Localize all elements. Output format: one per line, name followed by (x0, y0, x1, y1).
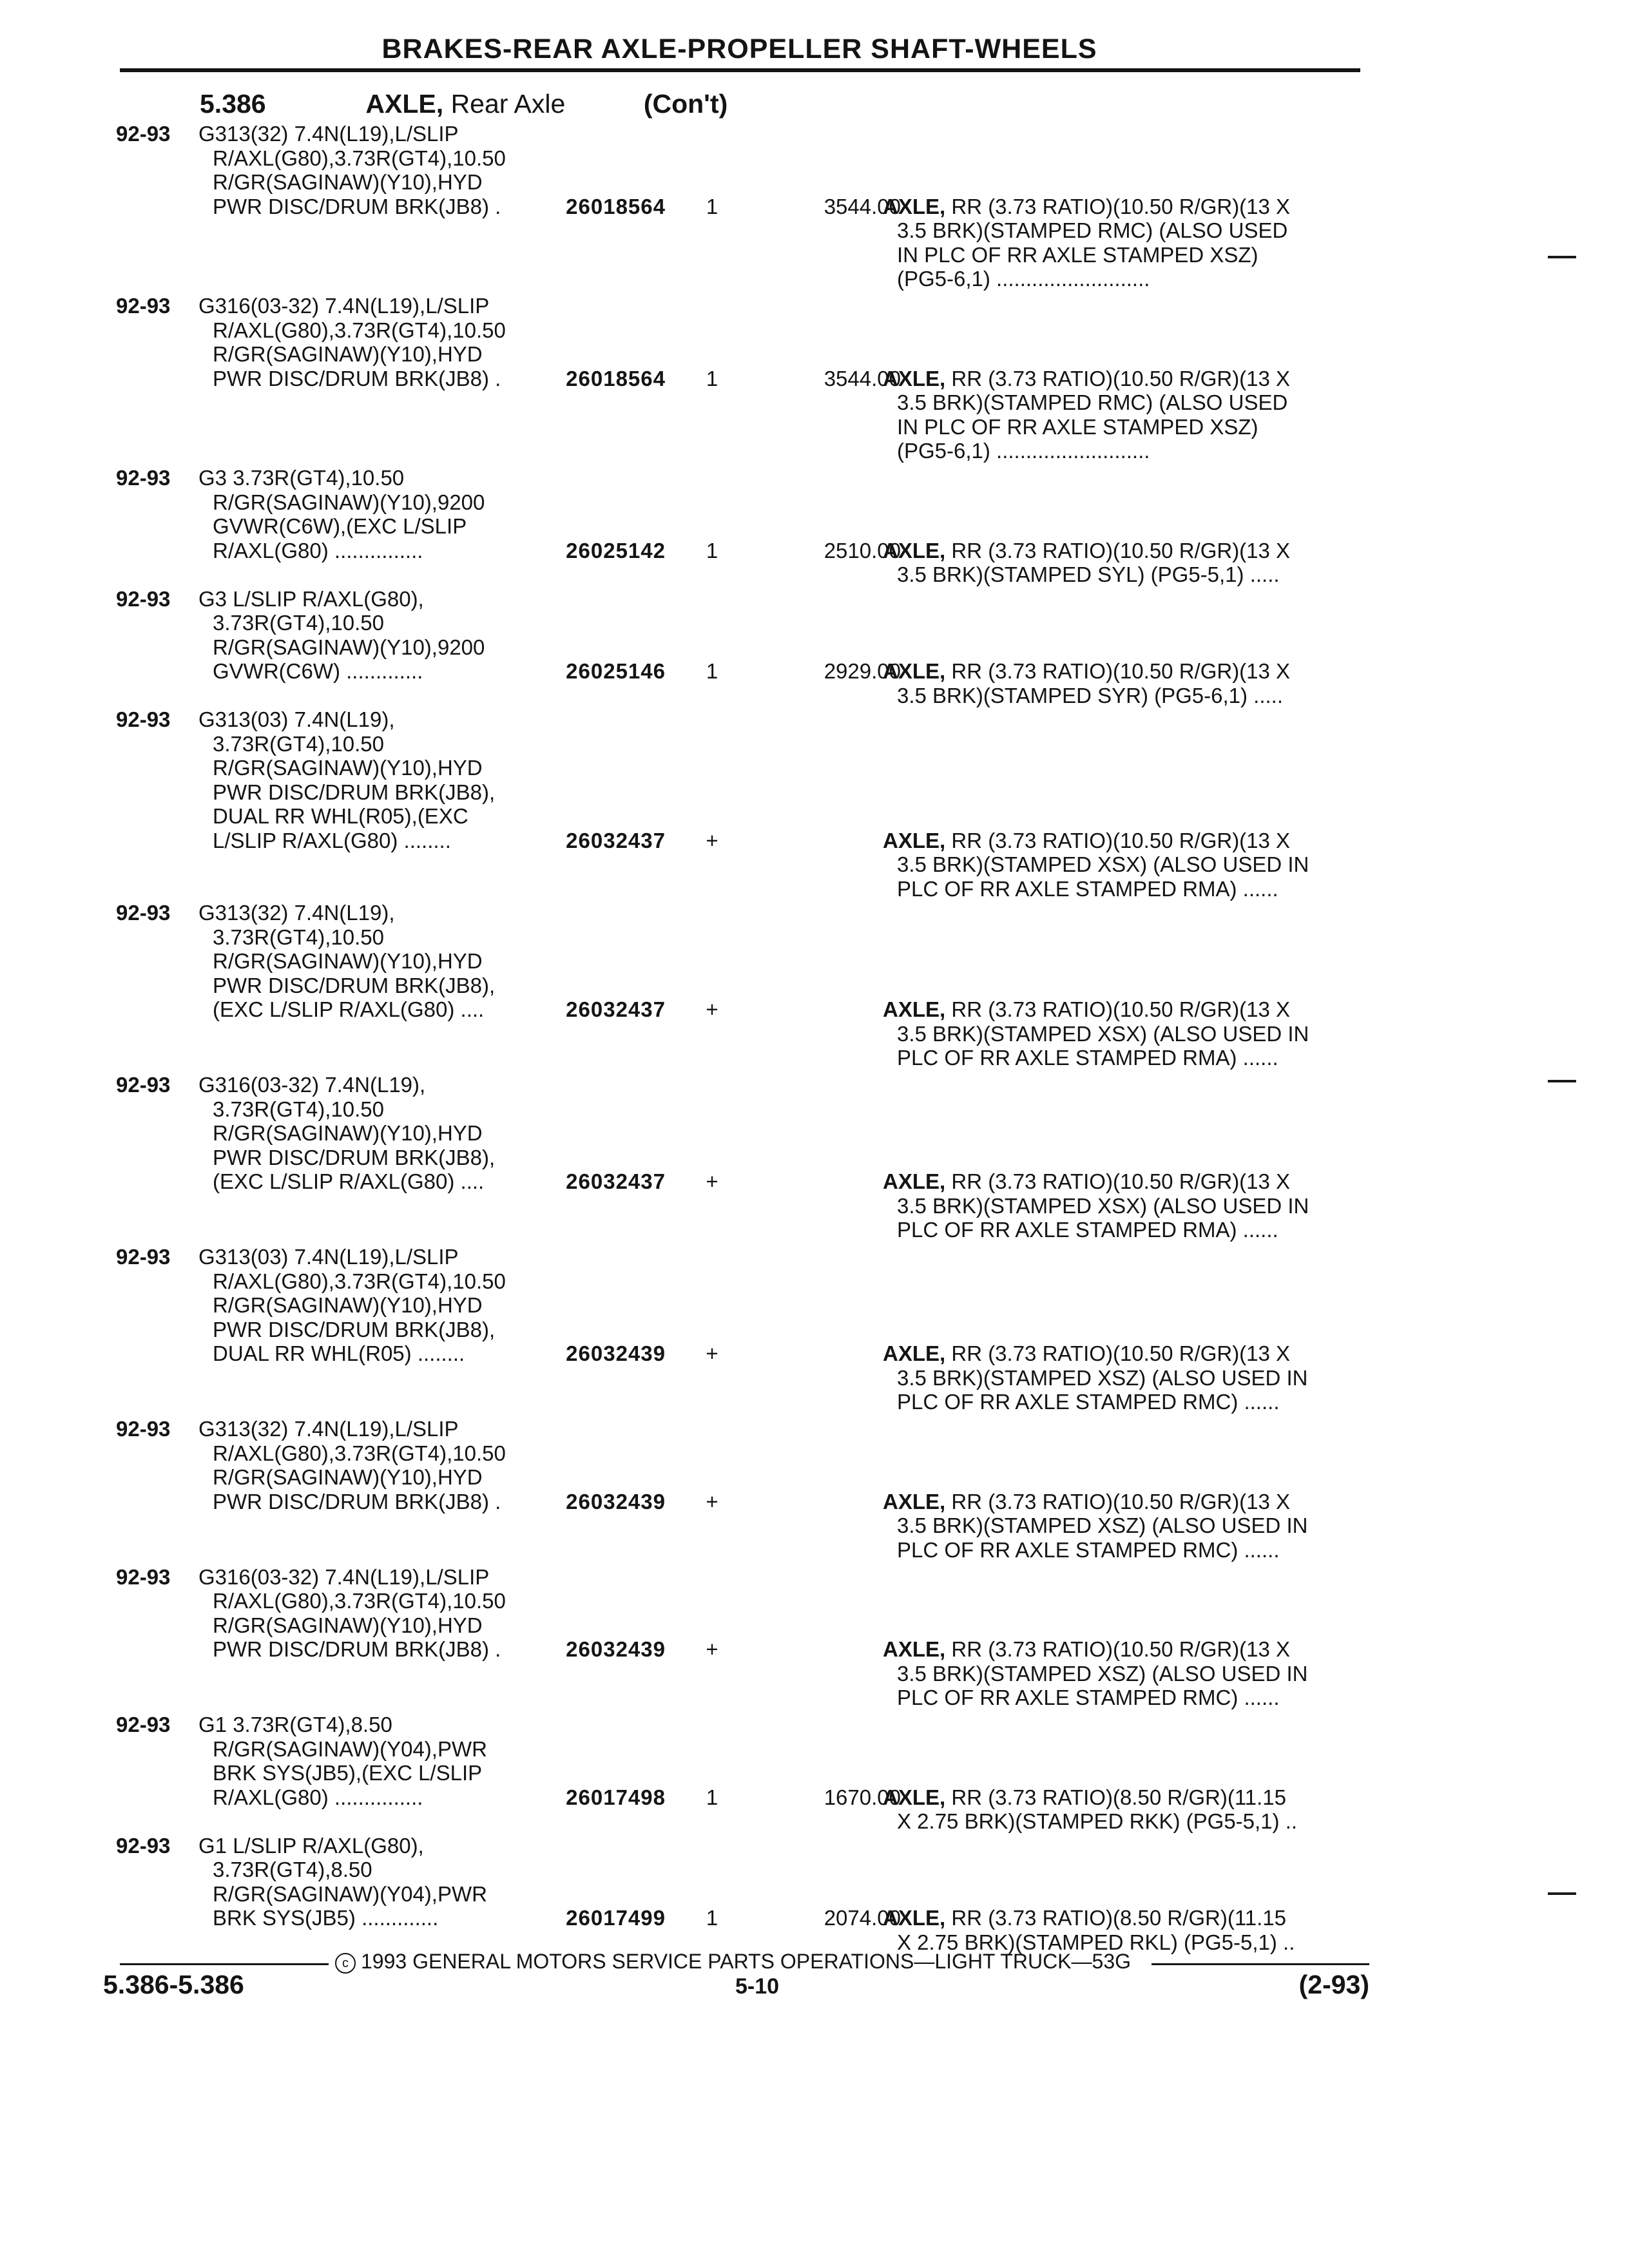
usage-description: R/GR(SAGINAW)(Y04),PWR (213, 1881, 487, 1906)
usage-description: 3.73R(GT4),10.50 (213, 731, 384, 756)
entry-line (116, 1737, 1353, 1762)
usage-description: R/GR(SAGINAW)(Y04),PWR (213, 1736, 487, 1761)
remark-text: 3.5 BRK)(STAMPED XSX) (ALSO USED IN (897, 1021, 1309, 1046)
remark-line (883, 218, 1353, 243)
usage-description: R/GR(SAGINAW)(Y10),HYD (213, 342, 483, 366)
model-year: 92-93 (116, 294, 171, 318)
parts-entry (116, 122, 1353, 294)
remark-line (883, 1194, 1353, 1218)
remark-text: 3.5 BRK)(STAMPED XSZ) (ALSO USED IN (897, 1514, 1308, 1537)
entry-line (116, 514, 1353, 539)
entry-line (116, 659, 1353, 707)
entry-line (116, 490, 1353, 515)
header-rule (120, 68, 1360, 72)
remark-line (883, 1366, 1353, 1390)
remark-line (883, 684, 1353, 708)
usage-description: PWR DISC/DRUM BRK(JB8), (213, 780, 496, 804)
remark-noun: AXLE, (883, 1785, 946, 1809)
entry-line (116, 1858, 1353, 1882)
model-year: 92-93 (116, 122, 171, 146)
entry-line (116, 1589, 1353, 1613)
part-remark (883, 1490, 1353, 1562)
part-number: 26032437 (566, 828, 666, 852)
remark-line (883, 439, 1353, 463)
part-number: 26025142 (566, 538, 666, 562)
model-year: 92-93 (116, 586, 171, 611)
entry-line (116, 1169, 1353, 1242)
parts-entry (116, 1565, 1353, 1713)
remark-text: RR (3.73 RATIO)(8.50 R/GR)(11.15 (951, 1785, 1286, 1809)
entry-line (116, 318, 1353, 343)
quantity: + (706, 1489, 718, 1514)
entry-line (116, 804, 1353, 829)
entry-line (116, 1565, 1353, 1590)
usage-description: R/AXL(G80),3.73R(GT4),10.50 (213, 1441, 506, 1465)
part-number: 26017499 (566, 1906, 666, 1930)
part-remark (883, 1785, 1353, 1834)
remark-line (883, 1046, 1353, 1070)
remark-line (883, 1662, 1353, 1686)
footer-section-range: 5.386-5.386 (103, 1970, 244, 1999)
part-remark (883, 1341, 1353, 1414)
usage-description: GVWR(C6W) ............. (213, 659, 423, 683)
usage-description: R/AXL(G80),3.73R(GT4),10.50 (213, 146, 506, 170)
remark-text: IN PLC OF RR AXLE STAMPED XSZ) (897, 242, 1258, 267)
entry-line (116, 901, 1353, 925)
usage-description: R/GR(SAGINAW)(Y10),HYD (213, 1465, 483, 1489)
usage-description: (EXC L/SLIP R/AXL(G80) .... (213, 997, 485, 1021)
usage-description: 3.73R(GT4),8.50 (213, 1858, 372, 1881)
copyright-icon: c (335, 1953, 356, 1974)
usage-description: G3 L/SLIP R/AXL(G80), (198, 586, 424, 611)
usage-description: G313(32) 7.4N(L19),L/SLIP (198, 122, 459, 146)
part-number: 26032437 (566, 997, 666, 1021)
remark-noun: AXLE, (883, 997, 946, 1021)
usage-description: R/AXL(G80) ............... (213, 538, 423, 562)
entry-line (116, 925, 1353, 950)
remark-line (883, 1169, 1353, 1194)
entry-line (116, 635, 1353, 660)
usage-description: R/GR(SAGINAW)(Y10),HYD (213, 1121, 483, 1145)
entry-line (116, 1713, 1353, 1737)
remark-line (883, 1538, 1353, 1562)
model-year: 92-93 (116, 1073, 171, 1097)
remark-text: RR (3.73 RATIO)(10.50 R/GR)(13 X (951, 659, 1291, 683)
quantity: 1 (706, 1785, 718, 1809)
remark-line (883, 1906, 1353, 1930)
entry-line (116, 194, 1353, 291)
remark-line (883, 1686, 1353, 1710)
remark-noun: AXLE, (883, 1169, 946, 1193)
remark-text: 3.5 BRK)(STAMPED SYR) (PG5-6,1) ..... (897, 683, 1284, 707)
remark-line (883, 243, 1353, 267)
remark-text: PLC OF RR AXLE STAMPED RMA) ...... (897, 1218, 1278, 1242)
remark-line (883, 1218, 1353, 1242)
parts-entry (116, 1245, 1353, 1417)
usage-description: R/AXL(G80),3.73R(GT4),10.50 (213, 1589, 506, 1613)
part-number: 26025146 (566, 659, 666, 683)
usage-description: PWR DISC/DRUM BRK(JB8) . (213, 1637, 501, 1661)
usage-description: R/AXL(G80) ............... (213, 1785, 423, 1809)
price: 2510.00 (824, 538, 901, 562)
remark-noun: AXLE, (883, 194, 946, 218)
remark-text: 3.5 BRK)(STAMPED XSZ) (ALSO USED IN (897, 1661, 1308, 1686)
model-year: 92-93 (116, 1833, 171, 1858)
remark-line (883, 1341, 1353, 1366)
section-name-rest: Rear Axle (450, 89, 566, 119)
part-remark (883, 997, 1353, 1070)
quantity: + (706, 1341, 718, 1365)
entry-line (116, 949, 1353, 974)
price: 1670.00 (824, 1785, 901, 1809)
part-number: 26018564 (566, 366, 666, 390)
parts-entry (116, 466, 1353, 587)
remark-text: PLC OF RR AXLE STAMPED RMC) ...... (897, 1390, 1280, 1414)
entry-line (116, 1073, 1353, 1097)
quantity: + (706, 828, 718, 852)
section-continued: (Con't) (643, 89, 728, 119)
usage-description: G316(03-32) 7.4N(L19),L/SLIP (198, 294, 490, 318)
remark-noun: AXLE, (883, 1906, 946, 1930)
quantity: + (706, 1637, 718, 1661)
parts-entry (116, 1834, 1353, 1955)
revision-mark (1548, 1080, 1576, 1082)
footer-copyright (335, 1950, 1147, 1974)
remark-line (883, 829, 1353, 853)
entry-line (116, 1318, 1353, 1342)
remark-line (883, 195, 1353, 219)
remark-noun: AXLE, (883, 366, 946, 390)
usage-description: 3.73R(GT4),10.50 (213, 611, 384, 635)
footer-date: (2-93) (1298, 1970, 1369, 1999)
footer-rule-right (1152, 1963, 1369, 1965)
entry-line (116, 122, 1353, 146)
remark-line (883, 390, 1353, 415)
quantity: 1 (706, 538, 718, 562)
model-year: 92-93 (116, 1417, 171, 1441)
section-name (365, 89, 636, 119)
remark-noun: AXLE, (883, 538, 946, 562)
usage-description: DUAL RR WHL(R05) ........ (213, 1341, 465, 1365)
usage-description: PWR DISC/DRUM BRK(JB8) . (213, 366, 501, 390)
usage-description: R/GR(SAGINAW)(Y10),HYD (213, 1293, 483, 1317)
remark-noun: AXLE, (883, 659, 946, 683)
model-year: 92-93 (116, 901, 171, 925)
quantity: + (706, 1169, 718, 1193)
remark-text: RR (3.73 RATIO)(10.50 R/GR)(13 X (951, 194, 1291, 218)
entry-line (116, 1341, 1353, 1414)
remark-text: IN PLC OF RR AXLE STAMPED XSZ) (897, 414, 1258, 439)
entry-line (116, 1097, 1353, 1122)
part-remark (883, 539, 1353, 587)
usage-description: G316(03-32) 7.4N(L19),L/SLIP (198, 1564, 490, 1589)
remark-line (883, 367, 1353, 391)
usage-description: BRK SYS(JB5) ............. (213, 1906, 439, 1930)
remark-line (883, 562, 1353, 587)
revision-mark (1548, 256, 1576, 258)
entry-line (116, 1613, 1353, 1638)
remark-text: RR (3.73 RATIO)(10.50 R/GR)(13 X (951, 1637, 1291, 1661)
footer-copyright-text: 1993 GENERAL MOTORS SERVICE PARTS OPERATIONS—LIGHT TRUCK—53G (361, 1950, 1131, 1973)
remark-text: PLC OF RR AXLE STAMPED RMC) ...... (897, 1537, 1280, 1562)
part-number: 26032439 (566, 1341, 666, 1365)
usage-description: G3 3.73R(GT4),10.50 (198, 466, 405, 490)
quantity: 1 (706, 1906, 718, 1930)
price: 3544.00 (824, 366, 901, 390)
entry-line (116, 587, 1353, 611)
entry-line (116, 1834, 1353, 1858)
quantity: 1 (706, 659, 718, 683)
section-name-bold: AXLE, (365, 89, 444, 119)
remark-line (883, 1022, 1353, 1046)
revision-mark (1548, 1892, 1576, 1895)
remark-line (883, 1390, 1353, 1414)
entry-line (116, 732, 1353, 756)
part-remark (883, 659, 1353, 707)
entry-line (116, 1269, 1353, 1294)
part-remark (883, 1637, 1353, 1710)
usage-description: L/SLIP R/AXL(G80) ........ (213, 828, 451, 852)
price: 2074.00 (824, 1906, 901, 1930)
usage-description: DUAL RR WHL(R05),(EXC (213, 804, 468, 828)
usage-description: PWR DISC/DRUM BRK(JB8) . (213, 194, 501, 218)
remark-text: 3.5 BRK)(STAMPED XSX) (ALSO USED IN (897, 1193, 1309, 1218)
part-remark (883, 829, 1353, 901)
remark-line (883, 1490, 1353, 1514)
entry-line (116, 1761, 1353, 1785)
usage-description: R/AXL(G80),3.73R(GT4),10.50 (213, 318, 506, 342)
remark-text: PLC OF RR AXLE STAMPED RMA) ...... (897, 876, 1278, 901)
part-remark (883, 1906, 1353, 1954)
usage-description: G316(03-32) 7.4N(L19), (198, 1073, 426, 1097)
remark-line (883, 1785, 1353, 1810)
entry-line (116, 1489, 1353, 1562)
entry-line (116, 1637, 1353, 1709)
remark-text: 3.5 BRK)(STAMPED SYL) (PG5-5,1) ..... (897, 562, 1280, 586)
parts-entry (116, 1073, 1353, 1245)
footer-rule-left (120, 1963, 329, 1965)
usage-description: (EXC L/SLIP R/AXL(G80) .... (213, 1169, 485, 1193)
entry-line (116, 1882, 1353, 1907)
usage-description: PWR DISC/DRUM BRK(JB8), (213, 1317, 496, 1341)
entry-line (116, 828, 1353, 901)
part-number: 26032439 (566, 1489, 666, 1514)
remark-text: RR (3.73 RATIO)(10.50 R/GR)(13 X (951, 1341, 1291, 1365)
remark-line (883, 1809, 1353, 1834)
part-number: 26017498 (566, 1785, 666, 1809)
entry-line (116, 1785, 1353, 1833)
remark-noun: AXLE, (883, 1637, 946, 1661)
price: 3544.00 (824, 194, 901, 218)
entry-line (116, 170, 1353, 195)
usage-description: G313(32) 7.4N(L19), (198, 901, 395, 925)
usage-description: PWR DISC/DRUM BRK(JB8), (213, 973, 496, 997)
remark-text: PLC OF RR AXLE STAMPED RMC) ...... (897, 1686, 1280, 1709)
model-year: 92-93 (116, 707, 171, 731)
entry-line (116, 997, 1353, 1070)
remark-text: RR (3.73 RATIO)(10.50 R/GR)(13 X (951, 828, 1291, 852)
usage-description: GVWR(C6W),(EXC L/SLIP (213, 514, 467, 538)
parts-entry (116, 294, 1353, 466)
entry-line (116, 1245, 1353, 1269)
parts-entry (116, 587, 1353, 708)
entry-line (116, 1146, 1353, 1170)
remark-noun: AXLE, (883, 1341, 946, 1365)
remark-line (883, 659, 1353, 684)
quantity: + (706, 997, 718, 1021)
remark-text: PLC OF RR AXLE STAMPED RMA) ...... (897, 1046, 1278, 1070)
remark-line (883, 1514, 1353, 1538)
remark-text: X 2.75 BRK)(STAMPED RKL) (PG5-5,1) .. (897, 1930, 1295, 1954)
entry-line (116, 1417, 1353, 1441)
entry-line (116, 146, 1353, 171)
model-year: 92-93 (116, 1713, 171, 1736)
usage-description: G313(03) 7.4N(L19),L/SLIP (198, 1245, 459, 1269)
part-number: 26032437 (566, 1169, 666, 1193)
usage-description: R/GR(SAGINAW)(Y10),HYD (213, 949, 483, 973)
remark-text: 3.5 BRK)(STAMPED XSZ) (ALSO USED IN (897, 1365, 1308, 1390)
usage-description: 3.73R(GT4),10.50 (213, 925, 384, 949)
usage-description: R/GR(SAGINAW)(Y10),HYD (213, 170, 483, 194)
usage-description: R/GR(SAGINAW)(Y10),HYD (213, 756, 483, 780)
entry-line (116, 1441, 1353, 1466)
parts-entry (116, 901, 1353, 1073)
parts-entry (116, 1713, 1353, 1834)
entry-line (116, 294, 1353, 318)
remark-line (883, 877, 1353, 901)
parts-entry (116, 707, 1353, 901)
entry-line (116, 538, 1353, 586)
remark-line (883, 852, 1353, 877)
remark-text: X 2.75 BRK)(STAMPED RKK) (PG5-5,1) .. (897, 1809, 1298, 1833)
remark-text: RR (3.73 RATIO)(8.50 R/GR)(11.15 (951, 1906, 1286, 1930)
remark-text: RR (3.73 RATIO)(10.50 R/GR)(13 X (951, 538, 1291, 562)
entry-line (116, 611, 1353, 635)
entry-line (116, 974, 1353, 998)
model-year: 92-93 (116, 1564, 171, 1589)
remark-line (883, 1637, 1353, 1662)
entry-line (116, 1906, 1353, 1954)
part-remark (883, 367, 1353, 463)
entry-line (116, 756, 1353, 780)
parts-list (116, 122, 1353, 1954)
remark-text: RR (3.73 RATIO)(10.50 R/GR)(13 X (951, 1169, 1291, 1193)
model-year: 92-93 (116, 466, 171, 490)
footer-page-number: 5-10 (735, 1974, 780, 1999)
remark-noun: AXLE, (883, 1489, 946, 1514)
remark-text: RR (3.73 RATIO)(10.50 R/GR)(13 X (951, 366, 1291, 390)
remark-line (883, 267, 1353, 291)
usage-description: G313(32) 7.4N(L19),L/SLIP (198, 1417, 459, 1441)
entry-line (116, 342, 1353, 367)
remark-text: RR (3.73 RATIO)(10.50 R/GR)(13 X (951, 1489, 1291, 1514)
model-year: 92-93 (116, 1245, 171, 1269)
remark-line (883, 539, 1353, 563)
remark-noun: AXLE, (883, 828, 946, 852)
entry-line (116, 780, 1353, 805)
entry-line (116, 1293, 1353, 1318)
entry-line (116, 1121, 1353, 1146)
usage-description: PWR DISC/DRUM BRK(JB8), (213, 1145, 496, 1169)
page-header: BRAKES-REAR AXLE-PROPELLER SHAFT-WHEELS (381, 34, 1097, 64)
remark-text: RR (3.73 RATIO)(10.50 R/GR)(13 X (951, 997, 1291, 1021)
usage-description: 3.73R(GT4),10.50 (213, 1097, 384, 1121)
usage-description: R/AXL(G80),3.73R(GT4),10.50 (213, 1269, 506, 1293)
usage-description: BRK SYS(JB5),(EXC L/SLIP (213, 1761, 483, 1785)
price: 2929.00 (824, 659, 901, 683)
part-remark (883, 195, 1353, 291)
entry-line (116, 466, 1353, 490)
entry-line (116, 366, 1353, 463)
remark-line (883, 997, 1353, 1022)
entry-line (116, 707, 1353, 732)
part-number: 26018564 (566, 194, 666, 218)
usage-description: R/GR(SAGINAW)(Y10),HYD (213, 1613, 483, 1637)
remark-text: 3.5 BRK)(STAMPED RMC) (ALSO USED (897, 218, 1288, 242)
remark-text: 3.5 BRK)(STAMPED RMC) (ALSO USED (897, 390, 1288, 414)
remark-text: (PG5-6,1) .......................... (897, 439, 1150, 463)
usage-description: R/GR(SAGINAW)(Y10),9200 (213, 490, 485, 514)
part-remark (883, 1169, 1353, 1242)
remark-line (883, 415, 1353, 439)
remark-text: 3.5 BRK)(STAMPED XSX) (ALSO USED IN (897, 852, 1309, 876)
section-number: 5.386 (200, 89, 266, 119)
quantity: 1 (706, 194, 718, 218)
section-title (200, 89, 728, 119)
usage-description: G1 3.73R(GT4),8.50 (198, 1713, 392, 1736)
parts-entry (116, 1417, 1353, 1565)
usage-description: G1 L/SLIP R/AXL(G80), (198, 1833, 424, 1858)
quantity: 1 (706, 366, 718, 390)
usage-description: R/GR(SAGINAW)(Y10),9200 (213, 635, 485, 659)
remark-text: (PG5-6,1) .......................... (897, 267, 1150, 291)
entry-line (116, 1465, 1353, 1490)
usage-description: G313(03) 7.4N(L19), (198, 707, 395, 731)
usage-description: PWR DISC/DRUM BRK(JB8) . (213, 1489, 501, 1514)
part-number: 26032439 (566, 1637, 666, 1661)
